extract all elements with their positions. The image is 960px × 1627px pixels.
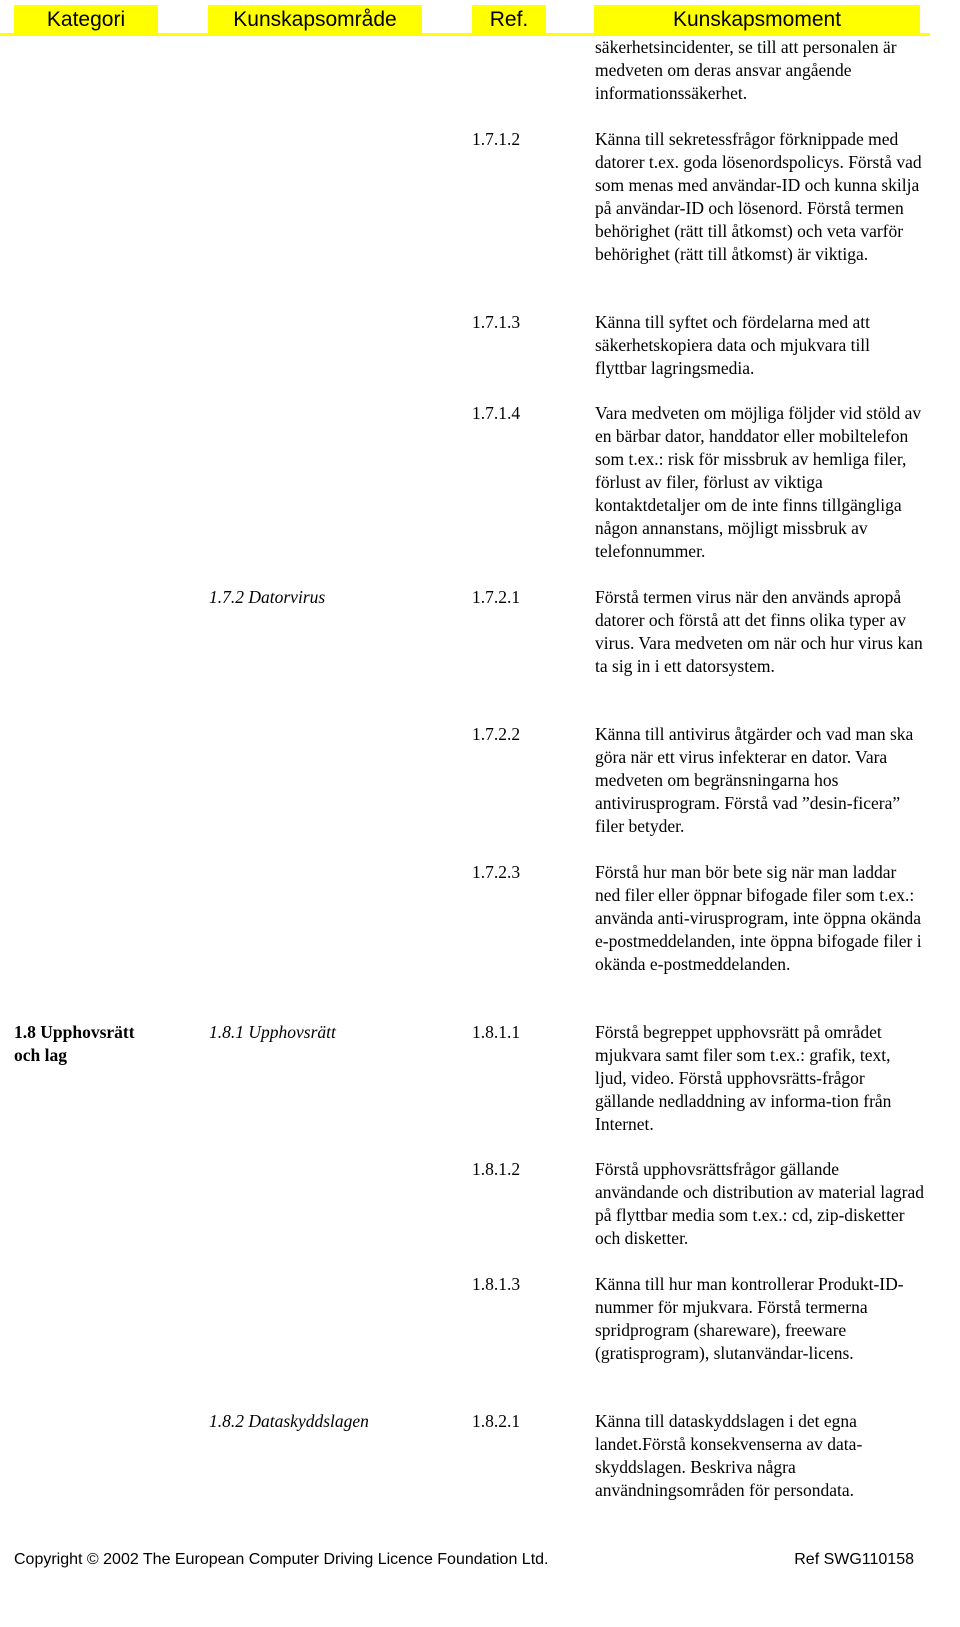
row-text: Förstå termen virus när den används apropå datorer och förstå att det finns olika typer av virus. Vara medveten om när och hur virus kan ta sig in i ett datorsystem. — [595, 587, 923, 676]
row-area: 1.8.1 Upphovsrätt — [209, 1022, 336, 1042]
row-ref: 1.7.1.2 — [472, 129, 521, 149]
row-ref: 1.7.2.2 — [472, 724, 521, 744]
row-ref: 1.8.1.2 — [472, 1159, 521, 1179]
row-ref: 1.7.1.3 — [472, 312, 521, 332]
row-area: 1.8.2 Dataskyddslagen — [209, 1411, 369, 1431]
row-text: Vara medveten om möjliga följder vid stöld av en bärbar dator, handdator eller mobiltelefon som t.ex.: risk för missbruk av hemliga filer, förlust av filer, förlust av viktiga kontaktdetaljer om de inte finns tillgängliga någon annanstans, möjligt missbruk av telefonnummer. — [595, 403, 922, 561]
header-kunskapsmoment: Kunskapsmoment — [594, 5, 920, 35]
footer-ref: Ref SWG110158 — [794, 1551, 914, 1568]
row-text: Känna till antivirus åtgärder och vad man ska göra när ett virus infekterar en dator. Vara medveten om begränsningarna hos antivirusprogram. Förstå vad ”desin-ficera” filer betyder. — [595, 724, 914, 836]
footer-copyright: Copyright © 2002 The European Computer Driving Licence Foundation Ltd. — [14, 1551, 549, 1568]
row-ref: 1.7.2.3 — [472, 862, 521, 882]
row-ref: 1.7.2.1 — [472, 587, 521, 607]
row-area: 1.7.2 Datorvirus — [209, 587, 326, 607]
row-category: 1.8 Upphovsrätt och lag — [14, 1022, 135, 1065]
header-ref: Ref. — [472, 5, 546, 35]
row-text: Förstå upphovsrättsfrågor gällande användande och distribution av material lagrad på flyttbar media som t.ex.: cd, zip-disketter och disketter. — [595, 1159, 924, 1248]
header-kunskapsomrade: Kunskapsområde — [208, 5, 422, 35]
row-ref: 1.8.1.1 — [472, 1022, 521, 1042]
row-ref: 1.8.1.3 — [472, 1274, 521, 1294]
row-text: Förstå hur man bör bete sig när man laddar ned filer eller öppnar bifogade filer som t.ex.: använda anti-virusprogram, inte öppna okända e-postmeddelanden, inte öppna bifogade filer i okända e-postmeddelanden. — [595, 862, 922, 974]
row-ref: 1.8.2.1 — [472, 1411, 521, 1431]
row-text: Känna till hur man kontrollerar Produkt-ID-nummer för mjukvara. Förstå termerna spridprogram (shareware), freeware (gratisprogram), slutanvändar-licens. — [595, 1274, 904, 1363]
header-kategori: Kategori — [14, 5, 158, 35]
row-text: Känna till sekretessfrågor förknippade med datorer t.ex. goda lösenordspolicys. Förstå vad som menas med användar-ID och kunna skilja på användar-ID och lösenord. Förstå termen behörighet (rätt till åtkomst) och veta varför behörighet (rätt till åtkomst) är viktiga. — [595, 129, 922, 264]
row-text: säkerhetsincidenter, se till att personalen är medveten om deras ansvar angående informationssäkerhet. — [595, 37, 897, 103]
row-text: Känna till dataskyddslagen i det egna landet.Förstå konsekvenserna av data-skyddslagen. Beskriva några användningsområden för persondata. — [595, 1411, 863, 1500]
row-text: Känna till syftet och fördelarna med att säkerhetskopiera data och mjukvara till flyttbar lagringsmedia. — [595, 312, 871, 378]
row-ref: 1.7.1.4 — [472, 403, 521, 423]
row-text: Förstå begreppet upphovsrätt på området mjukvara samt filer som t.ex.: grafik, text, ljud, video. Förstå upphovsrätts-frågor gällande nedladdning av informa-tion från Internet. — [595, 1022, 892, 1134]
